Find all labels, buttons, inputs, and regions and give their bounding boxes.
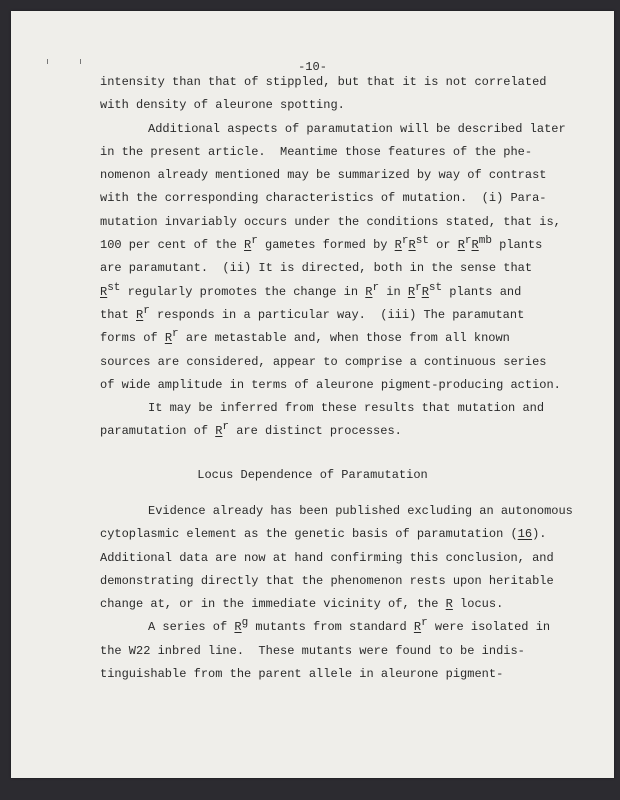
- text-run: nomenon already mentioned may be summarized by way of contrast: [100, 168, 547, 183]
- text-run: in the present article. Meantime those features of the phe-: [100, 144, 533, 159]
- gene-allele-superscript: r: [172, 328, 179, 341]
- text-run: gametes formed by: [257, 238, 395, 253]
- text-line: [100, 547, 573, 570]
- text-line: [100, 71, 566, 94]
- gene-locus: R: [164, 331, 173, 346]
- text-run: the W22 inbred line. These mutants were found to be indis-: [100, 643, 525, 658]
- text-run: It may be inferred from these results that mutation and: [148, 401, 545, 416]
- gene-allele-superscript: r: [421, 617, 428, 630]
- text-line: [100, 374, 566, 397]
- text-run: plants: [491, 238, 543, 253]
- text-line: [100, 663, 573, 686]
- gene-symbol: [164, 328, 179, 346]
- text-line: [100, 420, 566, 443]
- gene-allele-superscript: st: [107, 281, 121, 294]
- body-section-1: [100, 71, 566, 444]
- gene-locus: R: [100, 284, 108, 299]
- text-line: [100, 351, 566, 374]
- gene-allele-superscript: r: [251, 235, 258, 248]
- gene-locus: R: [365, 284, 373, 299]
- text-run: that: [100, 307, 137, 322]
- gene-allele-superscript: r: [464, 235, 472, 248]
- text-run: cytoplasmic element as the genetic basis of paramutation (: [100, 527, 518, 542]
- section-heading: Locus Dependence of Paramutation: [197, 468, 428, 482]
- gene-symbol: [365, 281, 380, 299]
- gene-allele-superscript: r: [415, 281, 422, 294]
- page-number: -10-: [298, 60, 327, 74]
- gene-symbol: [244, 235, 258, 253]
- text-run: are paramutant. (ii) It is directed, both in the sense that: [100, 261, 533, 276]
- text-run: locus.: [452, 597, 504, 612]
- gene-locus: R: [413, 620, 422, 635]
- body-section-2: [100, 500, 573, 686]
- gene-allele-superscript: st: [415, 235, 429, 248]
- text-line: [100, 141, 566, 164]
- text-run: or: [428, 238, 458, 253]
- gene-locus: R: [136, 307, 144, 322]
- text-run: tinguishable from the parent allele in aleurone pigment-: [100, 667, 504, 682]
- text-run: 100 per cent of the: [100, 238, 245, 253]
- text-line: [100, 616, 573, 639]
- gene-allele-superscript: mb: [478, 235, 492, 248]
- text-line: [100, 281, 566, 304]
- reference-citation: 16: [517, 527, 533, 542]
- text-run: with density of aleurone spotting.: [100, 98, 345, 113]
- text-line: [100, 304, 566, 327]
- gene-locus: R: [445, 597, 453, 612]
- gene-locus: R: [215, 424, 223, 439]
- text-line: [100, 118, 566, 141]
- gene-symbol: [471, 235, 492, 253]
- text-run: in: [379, 284, 408, 299]
- gene-allele-superscript: r: [143, 304, 150, 317]
- text-run: Additional data are now at hand confirming this conclusion, and: [100, 550, 554, 565]
- text-run: were isolated in: [427, 620, 551, 635]
- gene-symbol: [457, 235, 472, 253]
- gene-allele-superscript: g: [241, 617, 249, 630]
- text-run: A series of: [148, 620, 235, 635]
- text-run: forms of: [100, 331, 165, 346]
- text-run: sources are considered, appear to comprise a continuous series: [100, 354, 547, 369]
- gene-allele-superscript: st: [428, 281, 443, 294]
- text-line: [100, 570, 573, 593]
- text-run: Additional aspects of paramutation will be described later: [148, 121, 566, 136]
- text-line: [100, 94, 566, 117]
- text-run: mutation invariably occurs under the conditions stated, that is,: [100, 214, 561, 229]
- text-line: [100, 257, 566, 280]
- gene-symbol: [421, 281, 443, 299]
- text-run: regularly promotes the change in: [120, 284, 366, 299]
- text-line: [100, 187, 566, 210]
- gene-symbol: [100, 281, 121, 299]
- gene-locus: R: [407, 284, 416, 299]
- gene-locus: R: [471, 238, 479, 253]
- text-line: [100, 211, 566, 234]
- gene-symbol: [413, 617, 428, 635]
- gene-symbol: [407, 281, 422, 299]
- text-line: [100, 397, 566, 420]
- text-run: are metastable and, when those from all known: [178, 331, 510, 346]
- text-line: [100, 234, 566, 257]
- text-run: responds in a particular way. (iii) The paramutant: [149, 307, 525, 322]
- gene-locus: R: [408, 238, 416, 253]
- text-run: are distinct processes.: [229, 424, 402, 439]
- text-run: intensity than that of stippled, but that it is not correlated: [100, 75, 547, 89]
- gene-symbol: [408, 235, 429, 253]
- text-run: paramutation of: [100, 424, 216, 439]
- gene-locus: R: [244, 238, 252, 253]
- text-line: [100, 523, 573, 546]
- gene-locus: R: [394, 238, 402, 253]
- text-line: [100, 327, 566, 350]
- text-run: change at, or in the immediate vicinity of, the: [100, 597, 446, 612]
- gene-symbol: [394, 235, 409, 253]
- gene-locus: R: [234, 620, 242, 635]
- gene-symbol: [446, 597, 453, 611]
- gene-locus: R: [421, 284, 429, 299]
- gene-symbol: [234, 617, 249, 635]
- text-run: demonstrating directly that the phenomenon rests upon heritable: [100, 573, 554, 588]
- text-run: plants and: [442, 284, 522, 299]
- text-run: with the corresponding characteristics of mutation. (i) Para-: [100, 191, 547, 206]
- gene-symbol: [215, 421, 230, 439]
- text-run: Evidence already has been published excluding an autonomous: [148, 504, 573, 518]
- text-line: [100, 500, 573, 523]
- text-run: ).: [532, 527, 547, 542]
- gene-allele-superscript: r: [401, 235, 409, 248]
- gene-allele-superscript: r: [372, 281, 380, 294]
- text-run: of wide amplitude in terms of aleurone pigment-producing action.: [100, 377, 561, 392]
- text-line: [100, 593, 573, 616]
- text-run: mutants from standard: [248, 620, 414, 635]
- text-line: [100, 164, 566, 187]
- text-line: [100, 640, 573, 663]
- gene-allele-superscript: r: [222, 421, 230, 434]
- gene-symbol: [136, 304, 150, 322]
- document-page: [11, 11, 614, 778]
- gene-locus: R: [457, 238, 465, 253]
